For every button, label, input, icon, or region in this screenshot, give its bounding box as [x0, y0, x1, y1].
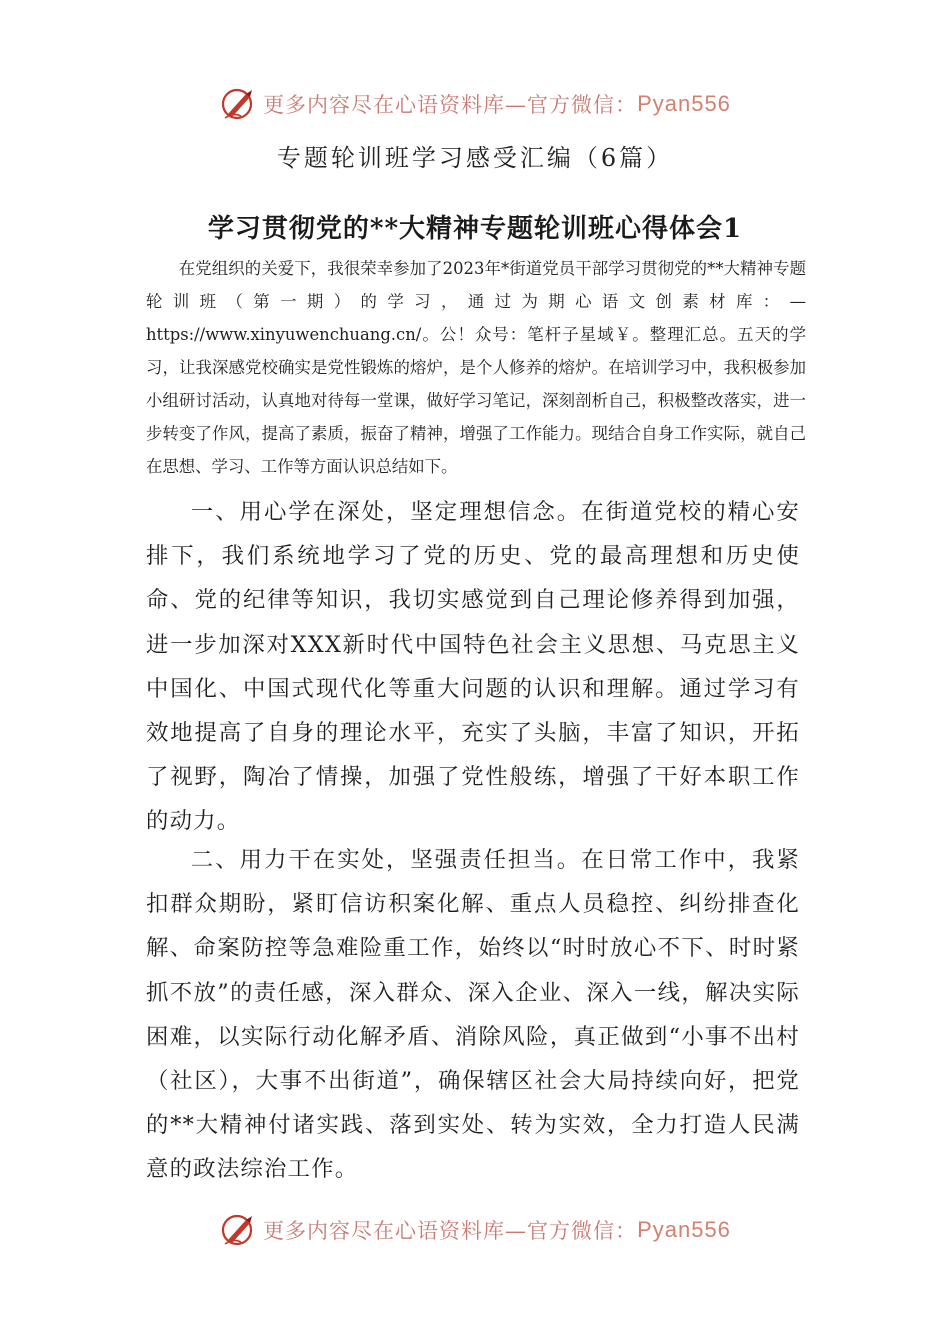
banner-wechat-id: Pyan556: [637, 1217, 731, 1242]
document-title: 专题轮训班学习感受汇编（6篇）: [276, 144, 674, 172]
header-watermark-banner: [0, 82, 950, 126]
body-paragraph-1: 一、用心学在深处，坚定理想信念。在街道党校的精心安排下，我们系统地学习了党的历史、党的最高理想和历史使命、党的纪律等知识，我切实感觉到自己理论修养得到加强，进一步加深对XXX新时代中国特色社会主义思想、马克思主义中国化、中国式现代化等重大问题的认识和理解。通过学习有效地提高了自身的理论水平，充实了头脑，丰富了知识，开拓了视野，陶冶了情操，加强了党性般练，增强了干好本职工作的动力。: [146, 499, 800, 835]
banner-text: 更多内容尽在心语资料库—官方微信：: [263, 1219, 638, 1243]
intro-paragraph: 在党组织的关爱下，我很荣幸参加了2023年*街道党员干部学习贯彻党的**大精神专题轮训班（第一期）的学习，通过为期心语文创素材库：—https://www.xinyuwenchuang.cn/。公！众号：笔杆子星域￥。整理汇总。五天的学习，让我深感党校确实是党性锻炼的熔炉，是个人修养的熔炉。在培训学习中，我积极参加小组研讨活动，认真地对待每一堂课，做好学习笔记，深刻剖析自己，积极整改落实，进一步转变了作风，提高了素质，振奋了精神，增强了工作能力。现结合自身工作实际，就自己在思想、学习、工作等方面认识总结如下。: [146, 259, 806, 476]
footer-watermark-banner: [0, 1208, 950, 1252]
banner-wechat-id: Pyan556: [637, 91, 731, 116]
banner-text: 更多内容尽在心语资料库—官方微信：: [263, 93, 638, 117]
body-paragraph-2: 二、用力干在实处，坚强责任担当。在日常工作中，我紧扣群众期盼，紧盯信访积案化解、重点人员稳控、纠纷排查化解、命案防控等急难险重工作，始终以“时时放心不下、时时紧抓不放”的责任感，深入群众、深入企业、深入一线，解决实际困难，以实际行动化解矛盾、消除风险，真正做到“小事不出村（社区），大事不出街道”，确保辖区社会大局持续向好，把党的**大精神付诸实践、落到实处、转为实效，全力打造人民满意的政法综治工作。: [146, 847, 800, 1183]
pen-logo-icon: [219, 84, 259, 124]
article-title: 学习贯彻党的**大精神专题轮训班心得体会1: [207, 214, 743, 244]
pen-logo-icon: [219, 1210, 259, 1250]
